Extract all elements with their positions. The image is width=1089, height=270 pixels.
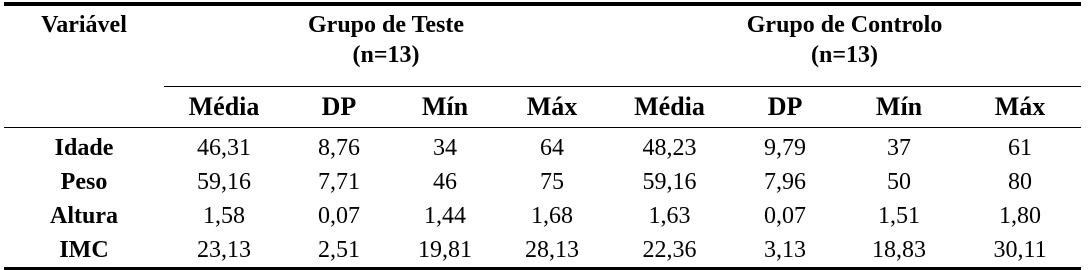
column-header: Mín [394,87,496,128]
statistics-table [4,2,1081,270]
table-cell: 1,68 [531,203,574,229]
table-cell: 59,16 [197,169,251,195]
table-cell: 1,80 [999,203,1042,229]
group-title: Grupo de Teste [308,12,465,38]
column-header: Máx [959,87,1081,128]
column-header-row [4,87,1081,128]
group-title: Grupo de Controlo [746,12,943,38]
column-header: Média [164,87,284,128]
row-label: IMC [4,233,164,269]
table-cell: 48,23 [642,135,697,161]
table-cell: 19,81 [394,233,496,269]
table-cell: 1,44 [424,203,466,229]
table-cell: 46 [433,169,457,195]
table-cell: 0,07 [764,203,807,229]
table-row [4,233,1081,269]
table-cell: 28,13 [496,233,608,269]
group-header-control [608,4,1081,87]
table-cell: 59,16 [642,169,697,195]
column-header: DP [284,87,394,128]
column-header: DP [731,87,839,128]
group-header-row [4,4,1081,87]
group-header-test [164,4,608,87]
table-cell: 23,13 [164,233,284,269]
group-count: (n=13) [352,42,420,68]
table-cell: 37 [887,135,912,161]
column-header: Mín [839,87,959,128]
table-cell: 61 [1008,135,1033,161]
table-cell: 18,83 [839,233,959,269]
empty-header-cell [4,87,164,128]
column-header: Média [608,87,731,128]
table-cell: 1,58 [203,203,245,229]
table-row [4,199,1081,233]
table-cell: 7,71 [318,169,360,195]
table-cell: 1,51 [878,203,921,229]
table-cell: 8,76 [318,135,360,161]
table-cell: 75 [540,169,565,195]
table-cell: 30,11 [959,233,1081,269]
variable-header: Variável [4,4,164,87]
table-cell: 64 [540,135,565,161]
group-count: (n=13) [811,42,879,68]
table-cell: 34 [433,135,457,161]
table-cell: 3,13 [731,233,839,269]
row-label: Peso [60,169,108,195]
table-cell: 0,07 [318,203,360,229]
row-label: Altura [50,203,118,229]
table-row [4,128,1081,166]
table-cell: 2,51 [284,233,394,269]
table-cell: 50 [887,169,912,195]
row-label: Idade [54,135,114,161]
table-cell: 9,79 [764,135,807,161]
table-cell: 1,63 [648,203,691,229]
column-header: Máx [496,87,608,128]
table-cell: 22,36 [608,233,731,269]
table-cell: 80 [1008,169,1033,195]
table-cell: 46,31 [197,135,251,161]
table-cell: 7,96 [764,169,807,195]
table-row [4,165,1081,199]
